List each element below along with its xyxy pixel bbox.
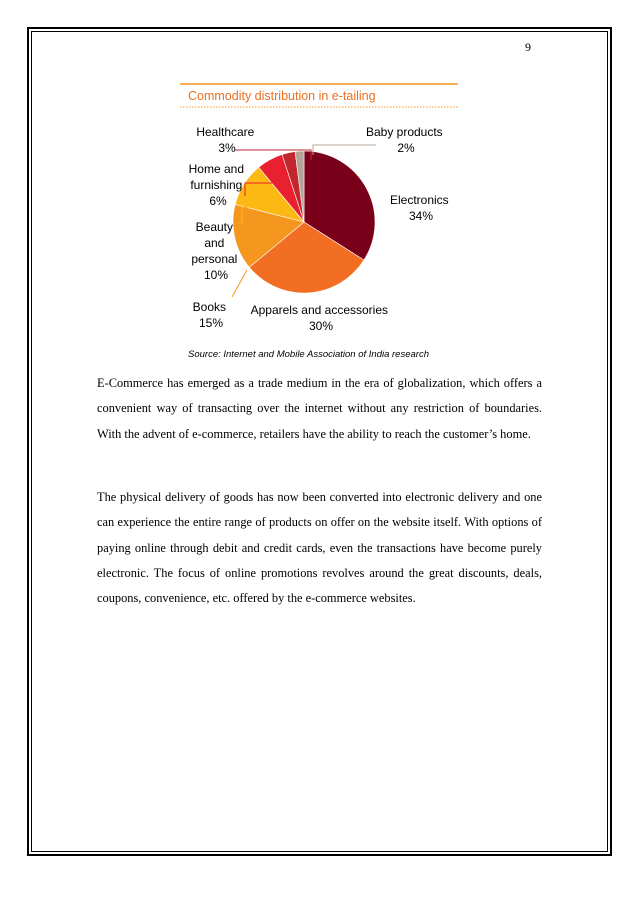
label-beauty-personal: [191, 220, 240, 282]
pie-chart-svg: [160, 75, 480, 370]
label-apparels: [251, 303, 392, 333]
label-beauty-line2: and: [204, 236, 225, 250]
chart-title: Commodity distribution in e-tailing: [188, 89, 376, 103]
label-books-name: Books: [192, 300, 227, 314]
label-baby-products: [366, 125, 446, 155]
label-home-furnishing-pct: 6%: [209, 194, 227, 208]
label-baby-products-name: Baby products: [365, 125, 443, 139]
label-books: [193, 300, 230, 330]
label-healthcare-pct: 3%: [218, 141, 236, 155]
label-electronics: [390, 193, 452, 223]
label-electronics-name: Electronics: [389, 193, 449, 207]
label-home-furnishing-line2: furnishing: [190, 178, 243, 192]
label-healthcare-name: Healthcare: [196, 125, 255, 139]
page-number: 9: [525, 40, 531, 54]
label-beauty-pct: 10%: [203, 268, 229, 282]
label-apparels-name: Apparels and accessories: [250, 303, 389, 317]
label-beauty-line3: personal: [191, 252, 238, 266]
pie-chart: [160, 75, 480, 370]
chart-source: Source: Internet and Mobile Association of India research: [188, 349, 429, 360]
label-apparels-pct: 30%: [308, 319, 334, 333]
label-beauty-line1: Beauty: [195, 220, 234, 234]
pie-slices: [233, 151, 375, 293]
label-books-pct: 15%: [198, 316, 224, 330]
paragraph-1: E-Commerce has emerged as a trade medium in the era of globalization, which offers a convenient way of transacting over the internet without any restriction of boundaries. With the advent of e-commerce, retailers have the ability to reach the customer’s home.: [97, 376, 542, 441]
paragraph-2: The physical delivery of goods has now been converted into electronic delivery and one can experience the entire range of products on offer on the website itself. With options of paying online through debit and credit cards, even the transactions have become purely electronic. The focus of online promotions revolves around the great discounts, deals, coupons, convenience, etc. offered by the e-commerce websites.: [97, 490, 542, 606]
label-electronics-pct: 34%: [408, 209, 434, 223]
leader-books: [232, 270, 247, 297]
label-home-furnishing-line1: Home and: [188, 162, 245, 176]
label-baby-products-pct: 2%: [397, 141, 415, 155]
